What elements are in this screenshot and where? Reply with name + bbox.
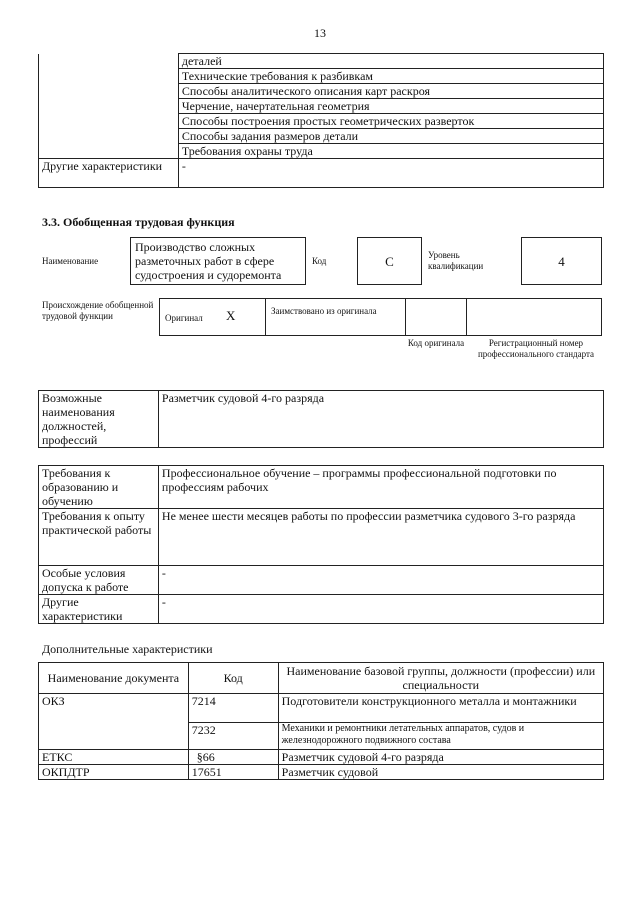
skills-row: Способы построения простых геометрических разверток (178, 114, 603, 129)
additional-table (38, 662, 604, 780)
requirements-table (38, 465, 604, 624)
original-label: Оригинал (165, 313, 203, 323)
req-label-other: Другие характеристики (39, 595, 159, 624)
okz-code: 7214 (188, 694, 278, 723)
skills-table (38, 53, 604, 188)
code-caption: Код оригинала (407, 338, 465, 348)
skills-row: Способы задания размеров детали (178, 129, 603, 144)
okpdtr-name: Разметчик судовой (278, 765, 603, 780)
code-value: C (385, 254, 394, 269)
okpdtr-label: ОКПДТР (39, 765, 189, 780)
req-value-conditions: - (158, 566, 603, 595)
page-number: 13 (314, 26, 326, 40)
header-name: Наименование базовой группы, должности (профессии) или специальности (278, 663, 603, 694)
level-value: 4 (558, 254, 565, 269)
skills-row: Требования охраны труда (178, 144, 603, 159)
req-label-experience: Требования к опыту практической работы (39, 509, 159, 566)
name-box (130, 237, 306, 285)
header-code: Код (188, 663, 278, 694)
other-value: - (178, 159, 603, 188)
etks-label: ЕТКС (39, 750, 189, 765)
additional-title: Дополнительные характеристики (42, 642, 213, 656)
okz-name: Механики и ремонтники летательных аппаратов, судов и железнодорожного подвижного состава (278, 723, 603, 750)
okpdtr-code: 17651 (188, 765, 278, 780)
positions-table (38, 390, 604, 448)
original-mark: X (226, 308, 236, 323)
skills-row: Способы аналитического описания карт раскроя (178, 84, 603, 99)
okz-label: ОКЗ (39, 694, 189, 750)
level-label: Уровень квалификации (428, 250, 484, 271)
borrowed-label: Заимствовано из оригинала (271, 306, 377, 316)
header-document: Наименование документа (39, 663, 189, 694)
req-value-education: Профессиональное обучение – программы профессиональной подготовки по профессиям рабочих (158, 466, 603, 509)
req-label-conditions: Особые условия допуска к работе (39, 566, 159, 595)
skills-row: деталей (178, 54, 603, 69)
positions-value: Разметчик судовой 4-го разряда (158, 391, 603, 448)
etks-name: Разметчик судовой 4-го разряда (278, 750, 603, 765)
etks-code: §66 (188, 750, 278, 765)
level-box (521, 237, 602, 285)
code-box (357, 237, 422, 285)
reg-caption: Регистрационный номер профессионального стандарта (477, 338, 595, 359)
skills-label-cell (39, 54, 179, 159)
req-value-experience: Не менее шести месяцев работы по профессии разметчика судового 3-го разряда (158, 509, 603, 566)
skills-row: Черчение, начертательная геометрия (178, 99, 603, 114)
req-value-other: - (158, 595, 603, 624)
code-label: Код (312, 256, 327, 266)
req-label-education: Требования к образованию и обучению (39, 466, 159, 509)
name-label: Наименование (42, 256, 99, 266)
positions-label: Возможные наименования должностей, профессий (39, 391, 159, 448)
name-value: Производство сложных разметочных работ в сфере судостроения и судоремонта (135, 240, 282, 282)
section-title: 3.3. Обобщенная трудовая функция (42, 215, 235, 229)
skills-row: Технические требования к разбивкам (178, 69, 603, 84)
other-label: Другие характеристики (39, 159, 179, 188)
okz-code: 7232 (188, 723, 278, 750)
origin-label: Происхождение обобщенной трудовой функции (42, 300, 154, 321)
okz-name: Подготовители конструкционного металла и монтажники (278, 694, 603, 723)
